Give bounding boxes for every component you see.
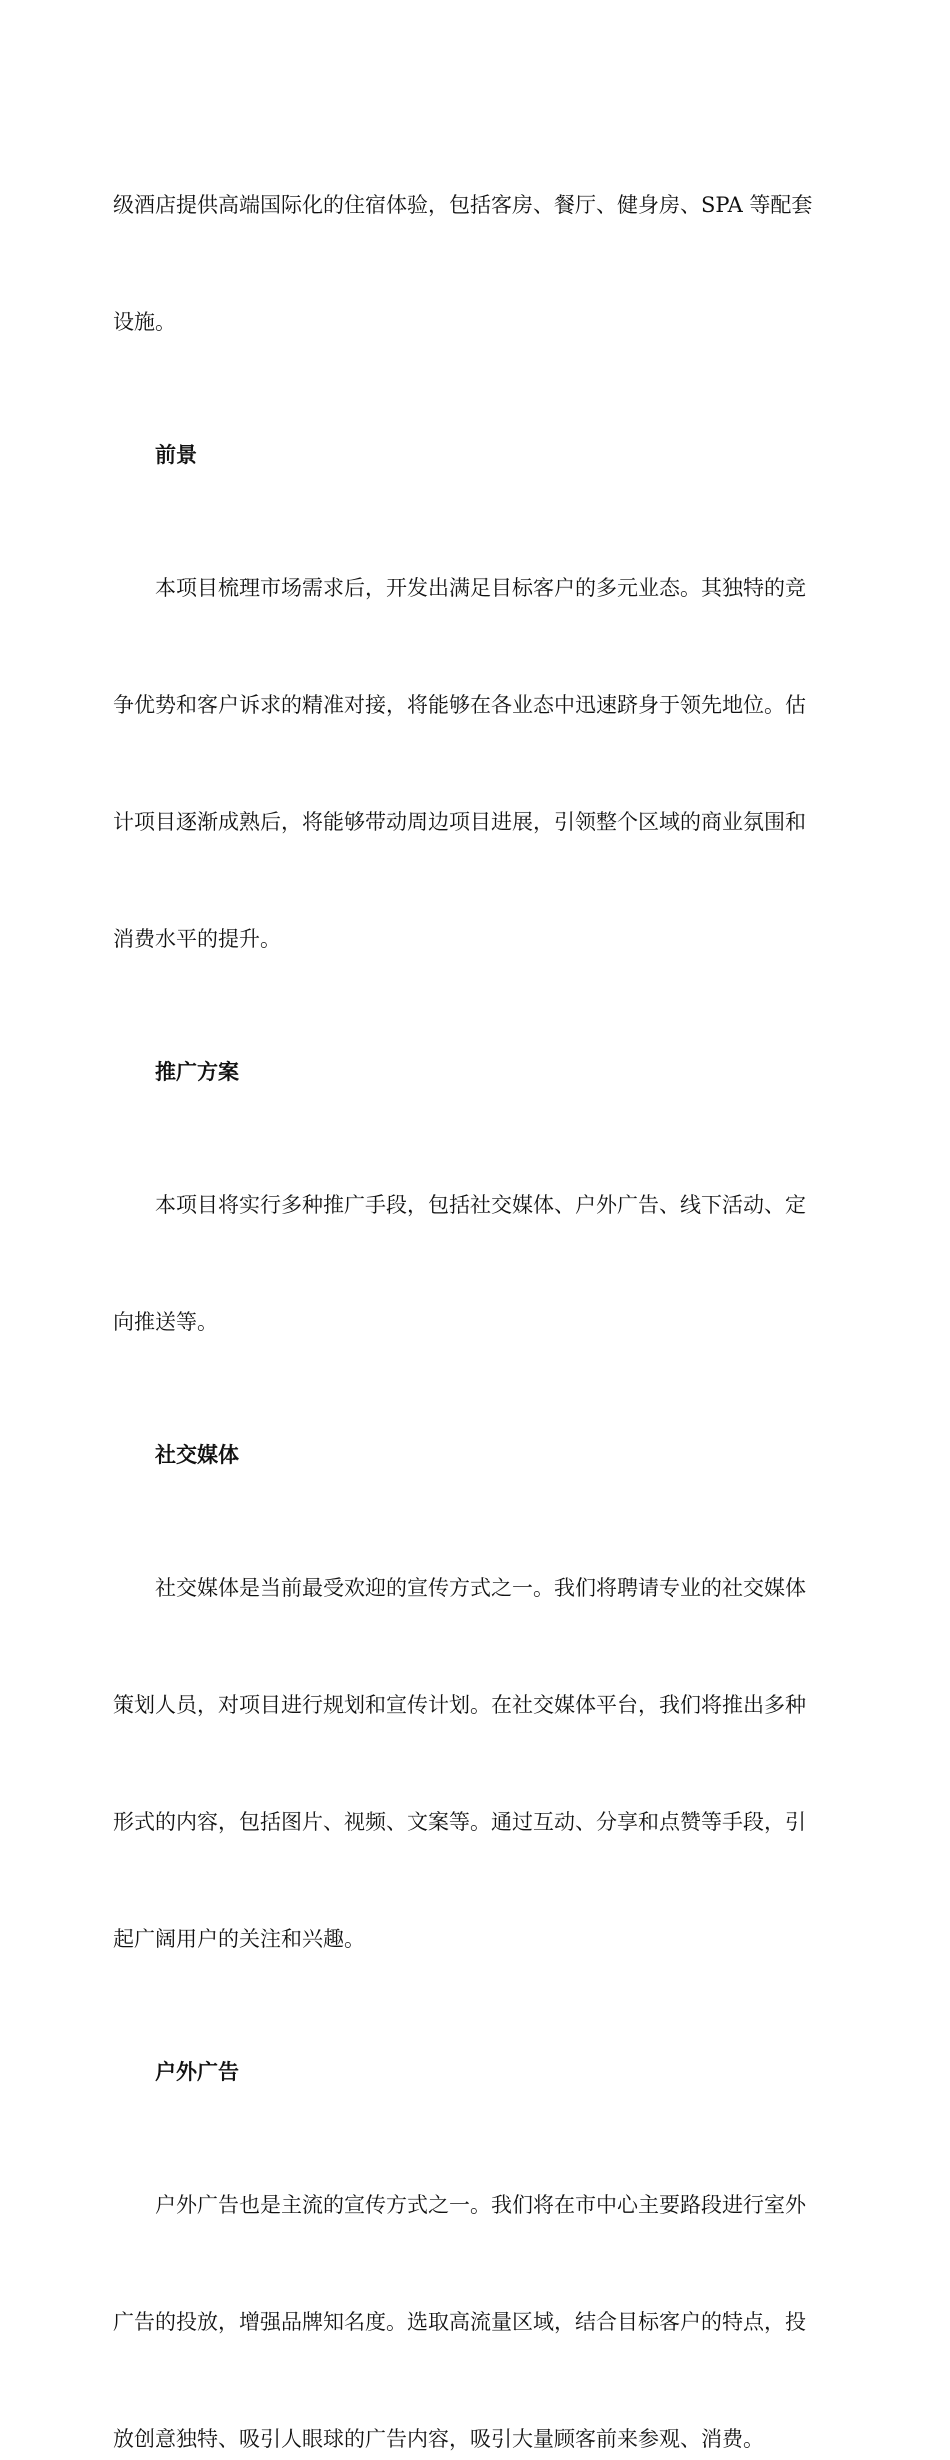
paragraph-line: 形式的内容，包括图片、视频、文案等。通过互动、分享和点赞等手段，引 [113, 1810, 806, 1834]
paragraph-line: 户外广告也是主流的宣传方式之一。我们将在市中心主要路段进行室外 [155, 2193, 806, 2217]
promotion-plan-paragraph [113, 1108, 831, 1420]
paragraph-line: 消费水平的提升。 [113, 927, 281, 951]
paragraph-line: 起广阔用户的关注和兴趣。 [113, 1927, 365, 1951]
paragraph-line: 设施。 [113, 310, 176, 334]
paragraph-line: 向推送等。 [113, 1310, 218, 1334]
outdoor-ads-paragraph [113, 2108, 831, 2460]
section-heading-promotion-plan: 推广方案 [155, 1060, 239, 1084]
social-media-paragraph [113, 1491, 831, 2037]
paragraph-line: 级酒店提供高端国际化的住宿体验，包括客房、餐厅、健身房、SPA 等配套 [113, 193, 813, 217]
paragraph-line: 广告的投放，增强品牌知名度。选取高流量区域，结合目标客户的特点，投 [113, 2310, 806, 2334]
paragraph-line: 争优势和客户诉求的精准对接，将能够在各业态中迅速跻身于领先地位。估 [113, 693, 806, 717]
section-heading-prospects: 前景 [155, 443, 197, 467]
paragraph-line: 社交媒体是当前最受欢迎的宣传方式之一。我们将聘请专业的社交媒体 [155, 1576, 806, 1600]
paragraph-line: 本项目将实行多种推广手段，包括社交媒体、户外广告、线下活动、定 [155, 1193, 806, 1217]
paragraph-line: 策划人员，对项目进行规划和宣传计划。在社交媒体平台，我们将推出多种 [113, 1693, 806, 1717]
document-page [113, 108, 831, 2460]
prospects-paragraph [113, 491, 831, 1037]
intro-paragraph [113, 108, 831, 420]
paragraph-line: 计项目逐渐成熟后，将能够带动周边项目进展，引领整个区域的商业氛围和 [113, 810, 806, 834]
section-heading-social-media: 社交媒体 [155, 1443, 239, 1467]
section-heading-outdoor-ads: 户外广告 [155, 2060, 239, 2084]
paragraph-line: 本项目梳理市场需求后，开发出满足目标客户的多元业态。其独特的竞 [155, 576, 806, 600]
paragraph-line: 放创意独特、吸引人眼球的广告内容，吸引大量顾客前来参观、消费。 [113, 2427, 764, 2451]
